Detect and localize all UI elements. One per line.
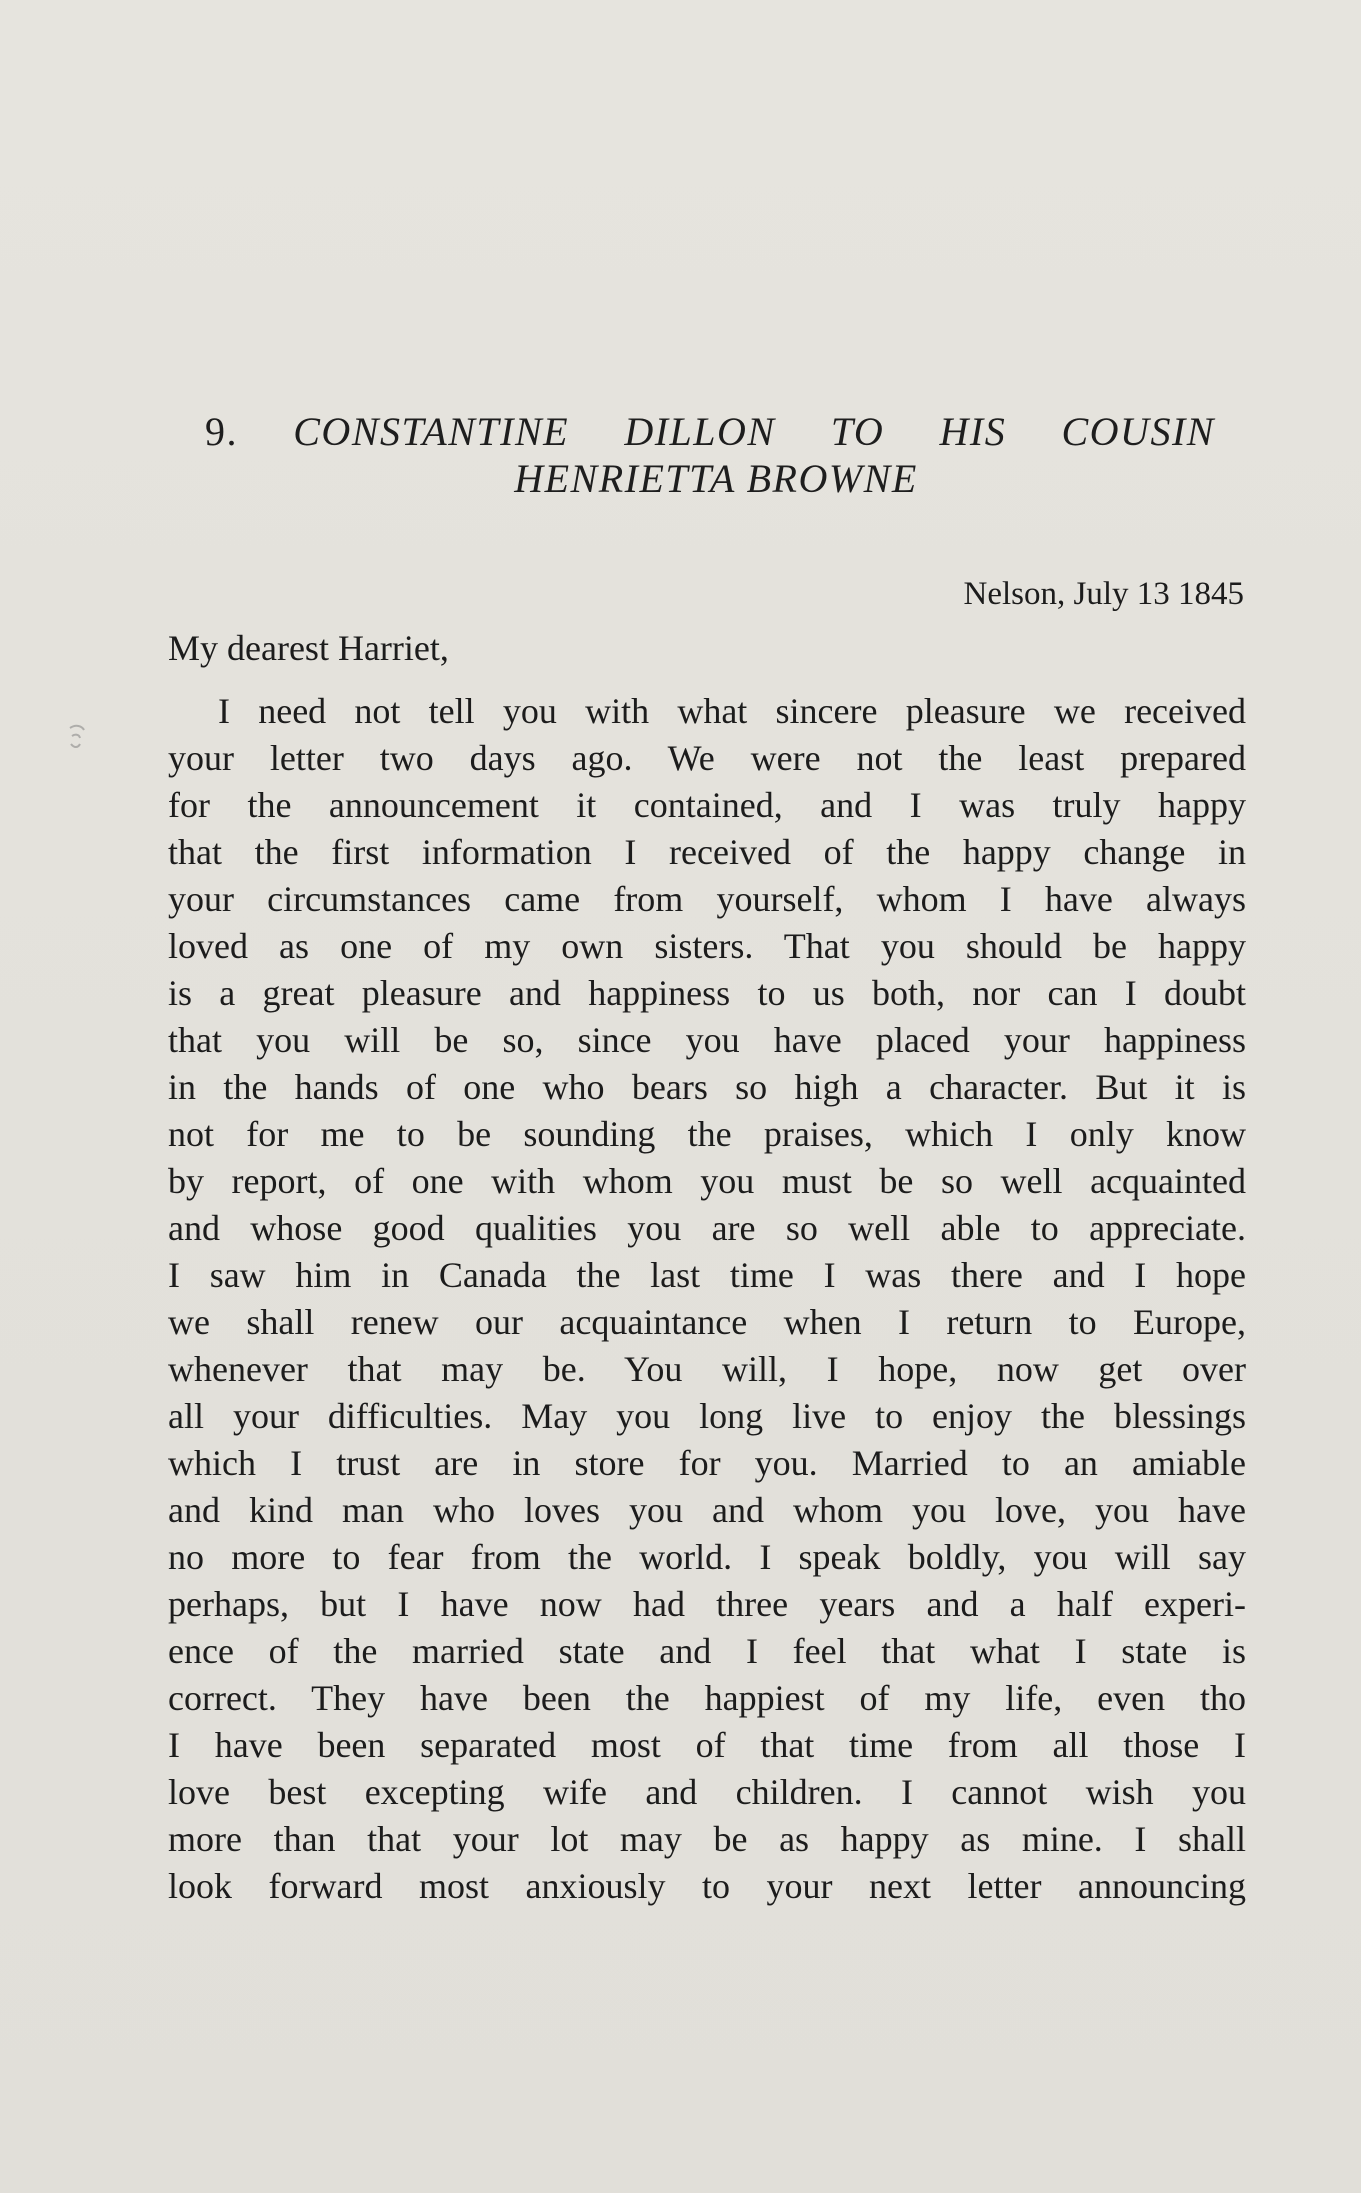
body-line: not for me to be sounding the praises, which I only know	[168, 1114, 1246, 1154]
heading-word: COUSIN	[1061, 409, 1215, 454]
heading-line-2	[205, 455, 1215, 502]
body-line: perhaps, but I have now had three years and a half experi-	[168, 1584, 1246, 1624]
body-line: love best excepting wife and children. I cannot wish you	[168, 1772, 1246, 1812]
body-line: in the hands of one who bears so high a character. But it is	[168, 1067, 1246, 1107]
body-line: by report, of one with whom you must be so well acquainted	[168, 1161, 1246, 1201]
heading-word: HIS	[939, 409, 1007, 454]
body-line: I have been separated most of that time from all those I	[168, 1725, 1246, 1765]
heading-line-1	[205, 408, 1215, 455]
body-line: no more to fear from the world. I speak boldly, you will say	[168, 1537, 1246, 1577]
body-line: more than that your lot may be as happy as mine. I shall	[168, 1819, 1246, 1859]
salutation: My dearest Harriet,	[168, 628, 449, 668]
heading-recipient: HENRIETTA BROWNE	[514, 456, 918, 501]
body-line: your letter two days ago. We were not the least prepared	[168, 738, 1246, 778]
margin-mark-icon	[66, 722, 88, 762]
body-line: all your difficulties. May you long live to enjoy the blessings	[168, 1396, 1246, 1436]
body-line: is a great pleasure and happiness to us both, nor can I doubt	[168, 973, 1246, 1013]
body-line: and whose good qualities you are so well able to appreciate.	[168, 1208, 1246, 1248]
body-line: ence of the married state and I feel that what I state is	[168, 1631, 1246, 1671]
letter-heading	[205, 408, 1215, 502]
heading-word: TO	[830, 409, 885, 454]
letter-number: 9.	[205, 409, 238, 454]
body-line: whenever that may be. You will, I hope, now get over	[168, 1349, 1246, 1389]
body-line: that the first information I received of the happy change in	[168, 832, 1246, 872]
body-line: I saw him in Canada the last time I was there and I hope	[168, 1255, 1246, 1295]
body-line: that you will be so, since you have placed your happiness	[168, 1020, 1246, 1060]
body-line: we shall renew our acquaintance when I return to Europe,	[168, 1302, 1246, 1342]
body-line: which I trust are in store for you. Married to an amiable	[168, 1443, 1246, 1483]
heading-word: DILLON	[624, 409, 776, 454]
body-line: and kind man who loves you and whom you love, you have	[168, 1490, 1246, 1530]
body-line: for the announcement it contained, and I was truly happy	[168, 785, 1246, 825]
body-line: look forward most anxiously to your next letter announcing	[168, 1866, 1246, 1906]
body-line: loved as one of my own sisters. That you should be happy	[168, 926, 1246, 966]
body-line: your circumstances came from yourself, whom I have always	[168, 879, 1246, 919]
body-line: correct. They have been the happiest of my life, even tho	[168, 1678, 1246, 1718]
letter-body	[168, 688, 1246, 1910]
dateline: Nelson, July 13 1845	[963, 576, 1244, 612]
heading-word: CONSTANTINE	[293, 409, 570, 454]
body-line: I need not tell you with what sincere pleasure we received	[218, 691, 1246, 731]
